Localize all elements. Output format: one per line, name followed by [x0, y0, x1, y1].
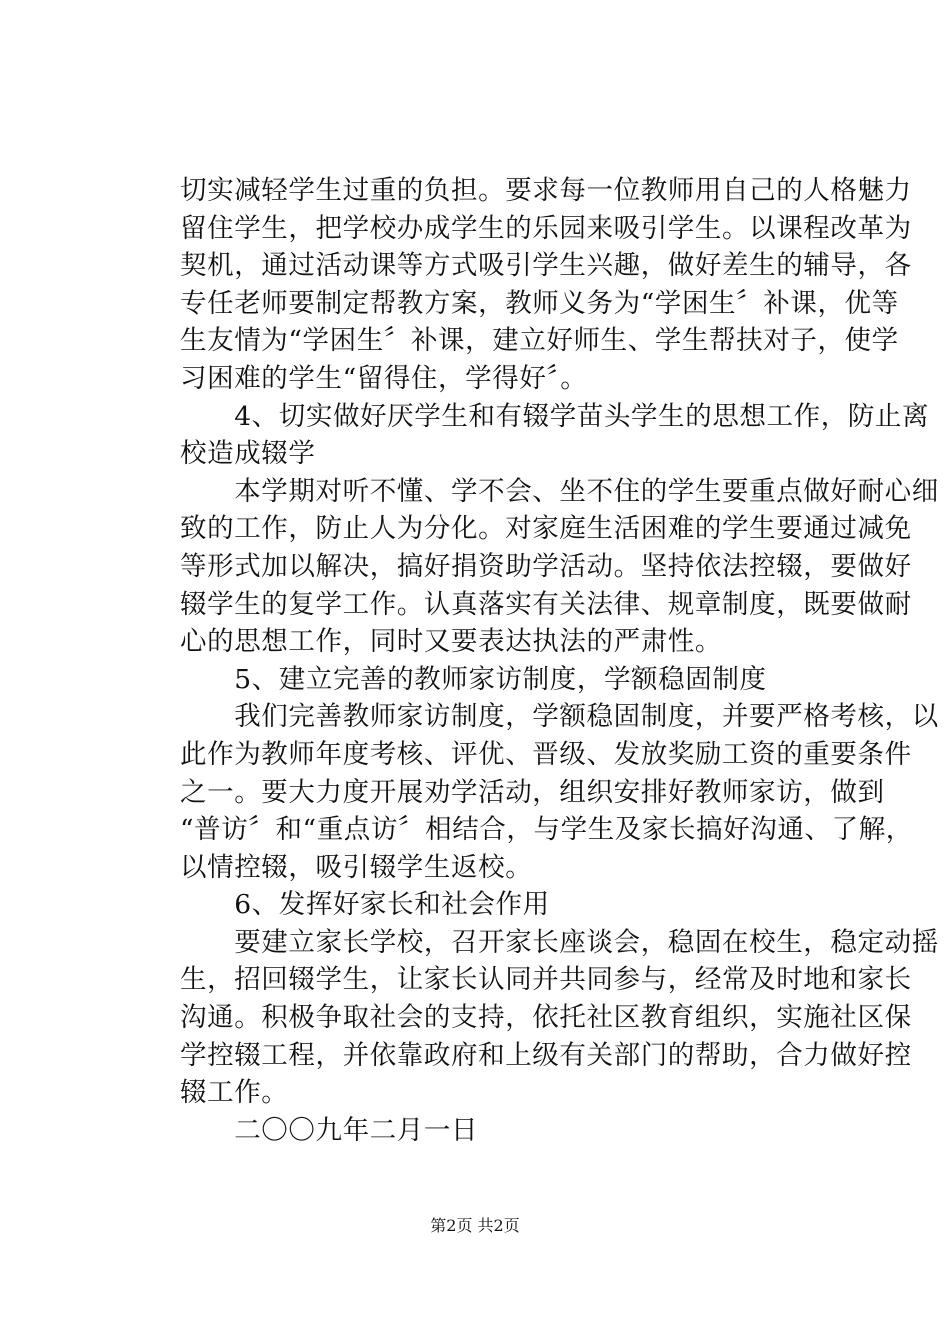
text-line: 之一。要大力度开展劝学活动，组织安排好教师家访，做到	[180, 776, 885, 808]
text-line: 契机，通过活动课等方式吸引学生兴趣，做好差生的辅导，各	[180, 250, 912, 282]
section-heading-5: 5、建立完善的教师家访制度，学额稳固制度	[180, 663, 767, 695]
text-line: 致的工作，防止人为分化。对家庭生活困难的学生要通过减免	[180, 513, 912, 545]
text-line: 以情控辍，吸引辍学生返校。	[180, 851, 533, 883]
section-heading-6: 6、发挥好家长和社会作用	[180, 889, 550, 921]
text-line: 生，招回辍学生，让家长认同并共同参与，经常及时地和家长	[180, 964, 912, 996]
section-heading-4-cont: 校造成辍学	[180, 438, 316, 470]
text-line: 心的思想工作，同时又要表达执法的严肃性。	[180, 626, 722, 658]
text-line: 辍工作。	[180, 1077, 289, 1109]
text-line: 此作为教师年度考核、评优、晋级、发放奖励工资的重要条件	[180, 738, 912, 770]
text-line: 我们完善教师家访制度，学额稳固制度，并要严格考核，以	[180, 701, 939, 733]
document-body	[180, 172, 939, 1149]
text-line: 辍学生的复学工作。认真落实有关法律、规章制度，既要做耐	[180, 588, 912, 620]
text-line: 习困难的学生“留得住，学得好〞。	[180, 362, 588, 394]
text-line: 学控辍工程，并依靠政府和上级有关部门的帮助，合力做好控	[180, 1039, 912, 1071]
text-line: 专任老师要制定帮教方案，教师义务为“学困生〞补课，优等	[180, 287, 899, 319]
text-line: 要建立家长学校，召开家长座谈会，稳固在校生，稳定动摇	[180, 926, 939, 958]
text-line: 切实减轻学生过重的负担。要求每一位教师用自己的人格魅力	[180, 175, 912, 206]
section-heading-4: 4、切实做好厌学生和有辍学苗头学生的思想工作，防止离	[180, 400, 930, 432]
page-number-footer: 第2页 共2页	[430, 1216, 520, 1235]
document-date: 二〇〇九年二月一日	[180, 1114, 479, 1146]
text-line: “普访〞和“重点访〞相结合，与学生及家长搞好沟通、了解，	[180, 814, 913, 846]
text-line: 本学期对听不懂、学不会、坐不住的学生要重点做好耐心细	[180, 475, 939, 507]
text-line: 生友情为“学困生〞补课，建立好师生、学生帮扶对子，使学	[180, 325, 899, 357]
text-line: 沟通。积极争取社会的支持，依托社区教育组织，实施社区保	[180, 1002, 912, 1034]
text-line: 留住学生，把学校办成学生的乐园来吸引学生。以课程改革为	[180, 212, 912, 244]
text-line: 等形式加以解决，搞好捐资助学活动。坚持依法控辍，要做好	[180, 550, 912, 582]
